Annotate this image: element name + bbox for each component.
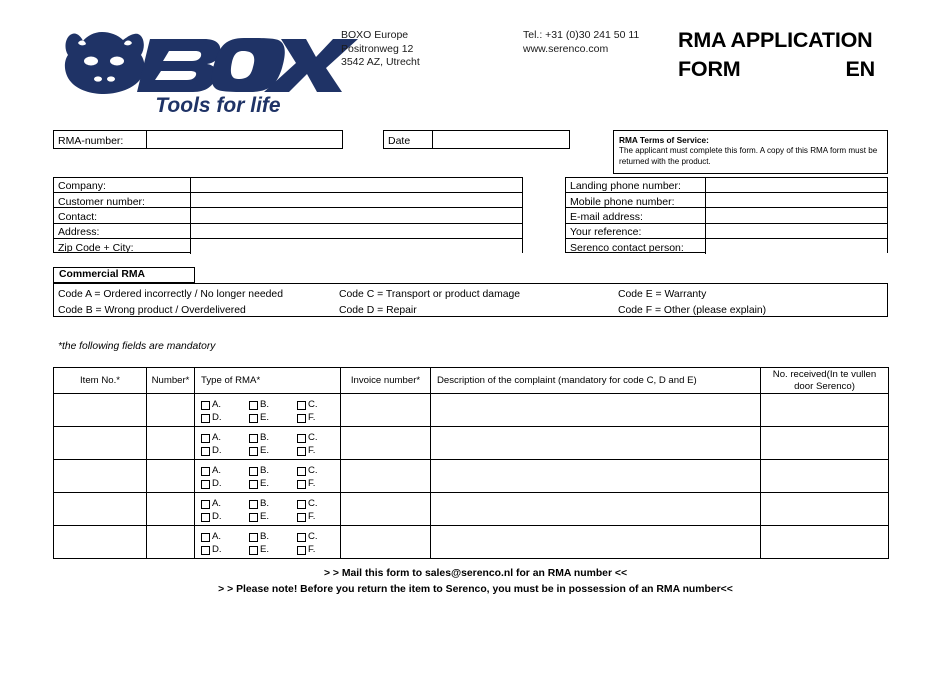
item-no-cell[interactable] [54, 460, 147, 493]
checkbox-icon[interactable] [249, 500, 258, 509]
checkbox-icon[interactable] [201, 401, 210, 410]
boxo-logo-svg [58, 22, 358, 117]
rma-code-checkbox-a[interactable] [201, 532, 249, 542]
company-name: BOXO Europe [341, 29, 409, 41]
checkbox-icon[interactable] [249, 401, 258, 410]
checkbox-icon[interactable] [201, 434, 210, 443]
checkbox-icon[interactable] [201, 480, 210, 489]
rma-code-checkbox-f[interactable] [297, 446, 345, 456]
checkbox-label: E. [260, 412, 270, 424]
rma-code-checkbox-d[interactable] [201, 413, 249, 423]
checkbox-icon[interactable] [249, 533, 258, 542]
type-of-rma-cell [195, 460, 341, 493]
commercial-rma-section-label: Commercial RMA [53, 267, 195, 283]
item-no-cell[interactable] [54, 526, 147, 559]
zip-city-input[interactable] [191, 239, 522, 254]
rma-code-checkbox-a[interactable] [201, 400, 249, 410]
checkbox-icon[interactable] [297, 414, 306, 423]
table-row [54, 427, 889, 460]
landline-input[interactable] [706, 178, 887, 192]
rma-number-label: RMA-number: [54, 131, 147, 148]
code-c: Code C = Transport or product damage [339, 289, 521, 300]
checkbox-icon[interactable] [297, 434, 306, 443]
table-row [54, 526, 889, 559]
item-no-cell[interactable] [54, 394, 147, 427]
col-number: Number* [147, 368, 195, 394]
checkbox-label: E. [260, 544, 270, 556]
no-received-cell[interactable] [761, 526, 889, 559]
checkbox-icon[interactable] [249, 480, 258, 489]
page-title [678, 26, 878, 84]
no-received-cell[interactable] [761, 493, 889, 526]
checkbox-icon[interactable] [297, 401, 306, 410]
bull-head-icon [65, 32, 145, 94]
field-label: Address: [54, 224, 191, 238]
terms-text: The applicant must complete this form. A copy of this RMA form must be returned with the product. [619, 146, 878, 166]
code-d: Code D = Repair [339, 305, 417, 316]
company-input[interactable] [191, 178, 522, 192]
table-row [54, 224, 522, 239]
type-of-rma-cell [195, 526, 341, 559]
table-row [54, 493, 889, 526]
rma-code-checkbox-b[interactable] [249, 532, 297, 542]
checkbox-icon[interactable] [297, 467, 306, 476]
checkbox-icon[interactable] [201, 414, 210, 423]
number-cell[interactable] [147, 493, 195, 526]
no-received-cell[interactable] [761, 427, 889, 460]
table-row [54, 208, 522, 223]
invoice-number-cell[interactable] [341, 526, 431, 559]
rma-code-checkbox-b[interactable] [249, 400, 297, 410]
checkbox-label: D. [212, 544, 222, 556]
description-cell[interactable] [431, 394, 761, 427]
terms-title: RMA Terms of Service: [619, 135, 709, 145]
table-row [566, 239, 887, 254]
your-reference-input[interactable] [706, 224, 887, 238]
checkbox-label: F. [308, 511, 316, 523]
checkbox-label: A. [212, 399, 222, 411]
number-cell[interactable] [147, 394, 195, 427]
checkbox-icon[interactable] [249, 447, 258, 456]
checkbox-label: E. [260, 478, 270, 490]
rma-code-checkbox-e[interactable] [249, 512, 297, 522]
language-code: EN [845, 57, 875, 81]
checkbox-label: A. [212, 432, 222, 444]
rma-code-checkbox-a[interactable] [201, 433, 249, 443]
checkbox-label: A. [212, 465, 222, 477]
checkbox-label: D. [212, 511, 222, 523]
customer-number-input[interactable] [191, 193, 522, 207]
rma-code-checkbox-c[interactable] [297, 433, 345, 443]
title-line-1: RMA APPLICATION [678, 28, 873, 52]
telephone: Tel.: +31 (0)30 241 50 11 [523, 29, 640, 41]
website: www.serenco.com [523, 42, 609, 55]
checkbox-icon[interactable] [249, 467, 258, 476]
invoice-number-cell[interactable] [341, 460, 431, 493]
checkbox-label: C. [308, 432, 318, 444]
number-cell[interactable] [147, 460, 195, 493]
address-city: 3542 AZ, Utrecht [341, 56, 420, 69]
col-description: Description of the complaint (mandatory for code C, D and E) [431, 368, 761, 394]
rma-code-checkbox-d[interactable] [201, 512, 249, 522]
field-label: Mobile phone number: [566, 193, 706, 207]
checkbox-label: B. [260, 432, 270, 444]
rma-code-checkbox-b[interactable] [249, 433, 297, 443]
logo-tagline-text: Tools for life [155, 94, 281, 117]
checkbox-icon[interactable] [201, 447, 210, 456]
rma-code-checkbox-c[interactable] [297, 466, 345, 476]
checkbox-label: B. [260, 498, 270, 510]
serenco-contact-input[interactable] [706, 239, 887, 254]
checkbox-icon[interactable] [297, 480, 306, 489]
date-field[interactable] [383, 130, 570, 149]
checkbox-label: A. [212, 498, 222, 510]
checkbox-label: D. [212, 445, 222, 457]
boxo-logo [58, 22, 358, 117]
invoice-number-cell[interactable] [341, 493, 431, 526]
page-header [0, 0, 951, 122]
field-label: Company: [54, 178, 191, 192]
checkbox-label: C. [308, 399, 318, 411]
checkbox-label: F. [308, 412, 316, 424]
table-row [566, 224, 887, 239]
number-cell[interactable] [147, 526, 195, 559]
number-cell[interactable] [147, 427, 195, 460]
checkbox-icon[interactable] [249, 414, 258, 423]
rma-code-checkbox-f[interactable] [297, 512, 345, 522]
rma-code-checkbox-a[interactable] [201, 499, 249, 509]
checkbox-label: B. [260, 531, 270, 543]
field-label: Customer number: [54, 193, 191, 207]
checkbox-label: B. [260, 465, 270, 477]
footer-line-1: > > Mail this form to sales@serenco.nl for an RMA number << [323, 568, 628, 579]
commercial-rma-codes-box [53, 283, 888, 317]
date-input[interactable] [433, 131, 569, 148]
rma-code-checkbox-d[interactable] [201, 479, 249, 489]
checkbox-label: F. [308, 478, 316, 490]
checkbox-label: F. [308, 445, 316, 457]
table-row [54, 193, 522, 208]
col-type-of-rma: Type of RMA* [195, 368, 341, 394]
rma-code-checkbox-f[interactable] [297, 545, 345, 555]
type-of-rma-cell [195, 427, 341, 460]
table-header-row [54, 368, 889, 394]
date-label: Date [384, 131, 433, 148]
address-input[interactable] [191, 224, 522, 238]
rma-code-checkbox-d[interactable] [201, 545, 249, 555]
mandatory-fields-note: *the following fields are mandatory [58, 341, 216, 352]
contact-details-block [565, 177, 888, 253]
item-no-cell[interactable] [54, 427, 147, 460]
field-label: Serenco contact person: [566, 239, 706, 254]
checkbox-label: C. [308, 498, 318, 510]
table-row [54, 460, 889, 493]
email-input[interactable] [706, 208, 887, 222]
rma-items-table [53, 367, 889, 559]
table-row [566, 193, 887, 208]
col-item-no: Item No.* [54, 368, 147, 394]
field-label: Your reference: [566, 224, 706, 238]
no-received-cell[interactable] [761, 394, 889, 427]
rma-code-checkbox-a[interactable] [201, 466, 249, 476]
checkbox-label: D. [212, 478, 222, 490]
code-f: Code F = Other (please explain) [618, 305, 767, 316]
type-of-rma-cell [195, 394, 341, 427]
rma-code-checkbox-c[interactable] [297, 400, 345, 410]
no-received-cell[interactable] [761, 460, 889, 493]
description-cell[interactable] [431, 427, 761, 460]
rma-code-checkbox-e[interactable] [249, 545, 297, 555]
rma-code-checkbox-e[interactable] [249, 413, 297, 423]
description-cell[interactable] [431, 460, 761, 493]
rma-code-checkbox-b[interactable] [249, 499, 297, 509]
checkbox-label: C. [308, 465, 318, 477]
terms-of-service-box [613, 130, 888, 174]
footer-line-2: > > Please note! Before you return the item to Serenco, you must be in possession of an RMA number<< [218, 583, 733, 595]
checkbox-icon[interactable] [297, 546, 306, 555]
checkbox-label: E. [260, 511, 270, 523]
checkbox-icon[interactable] [249, 546, 258, 555]
rma-code-checkbox-b[interactable] [249, 466, 297, 476]
table-row [54, 239, 522, 254]
field-label: Contact: [54, 208, 191, 222]
checkbox-label: F. [308, 544, 316, 556]
field-label: Landing phone number: [566, 178, 706, 192]
contact-input[interactable] [191, 208, 522, 222]
description-cell[interactable] [431, 526, 761, 559]
table-row [566, 178, 887, 193]
checkbox-icon[interactable] [201, 467, 210, 476]
title-line-2: FORM [678, 57, 741, 81]
rma-code-checkbox-d[interactable] [201, 446, 249, 456]
rma-code-checkbox-c[interactable] [297, 532, 345, 542]
type-of-rma-cell [195, 493, 341, 526]
checkbox-icon[interactable] [297, 447, 306, 456]
rma-code-checkbox-c[interactable] [297, 499, 345, 509]
col-invoice-number: Invoice number* [341, 368, 431, 394]
rma-number-field[interactable] [53, 130, 343, 149]
code-a: Code A = Ordered incorrectly / No longer needed [58, 289, 283, 300]
checkbox-icon[interactable] [297, 500, 306, 509]
checkbox-icon[interactable] [201, 513, 210, 522]
mobile-input[interactable] [706, 193, 887, 207]
rma-code-checkbox-e[interactable] [249, 446, 297, 456]
checkbox-icon[interactable] [249, 513, 258, 522]
company-contact [523, 29, 639, 56]
rma-number-input[interactable] [147, 131, 342, 148]
invoice-number-cell[interactable] [341, 427, 431, 460]
field-label: E-mail address: [566, 208, 706, 222]
col-no-received: No. received(In te vullen door Serenco) [761, 368, 889, 394]
field-label: Zip Code + City: [54, 239, 191, 254]
table-row [54, 394, 889, 427]
checkbox-icon[interactable] [297, 513, 306, 522]
checkbox-icon[interactable] [201, 546, 210, 555]
code-e: Code E = Warranty [618, 289, 707, 300]
checkbox-icon[interactable] [201, 500, 210, 509]
table-row [566, 208, 887, 223]
rma-code-checkbox-f[interactable] [297, 413, 345, 423]
checkbox-label: C. [308, 531, 318, 543]
checkbox-label: E. [260, 445, 270, 457]
checkbox-icon[interactable] [297, 533, 306, 542]
checkbox-icon[interactable] [249, 434, 258, 443]
item-no-cell[interactable] [54, 493, 147, 526]
rma-code-checkbox-e[interactable] [249, 479, 297, 489]
invoice-number-cell[interactable] [341, 394, 431, 427]
company-address [341, 29, 420, 70]
rma-code-checkbox-f[interactable] [297, 479, 345, 489]
checkbox-label: B. [260, 399, 270, 411]
address-street: Positronweg 12 [341, 42, 414, 55]
description-cell[interactable] [431, 493, 761, 526]
code-b: Code B = Wrong product / Overdelivered [58, 305, 246, 316]
checkbox-label: D. [212, 412, 222, 424]
page-footer [0, 566, 951, 597]
checkbox-label: A. [212, 531, 222, 543]
customer-details-block [53, 177, 523, 253]
table-row [54, 178, 522, 193]
checkbox-icon[interactable] [201, 533, 210, 542]
